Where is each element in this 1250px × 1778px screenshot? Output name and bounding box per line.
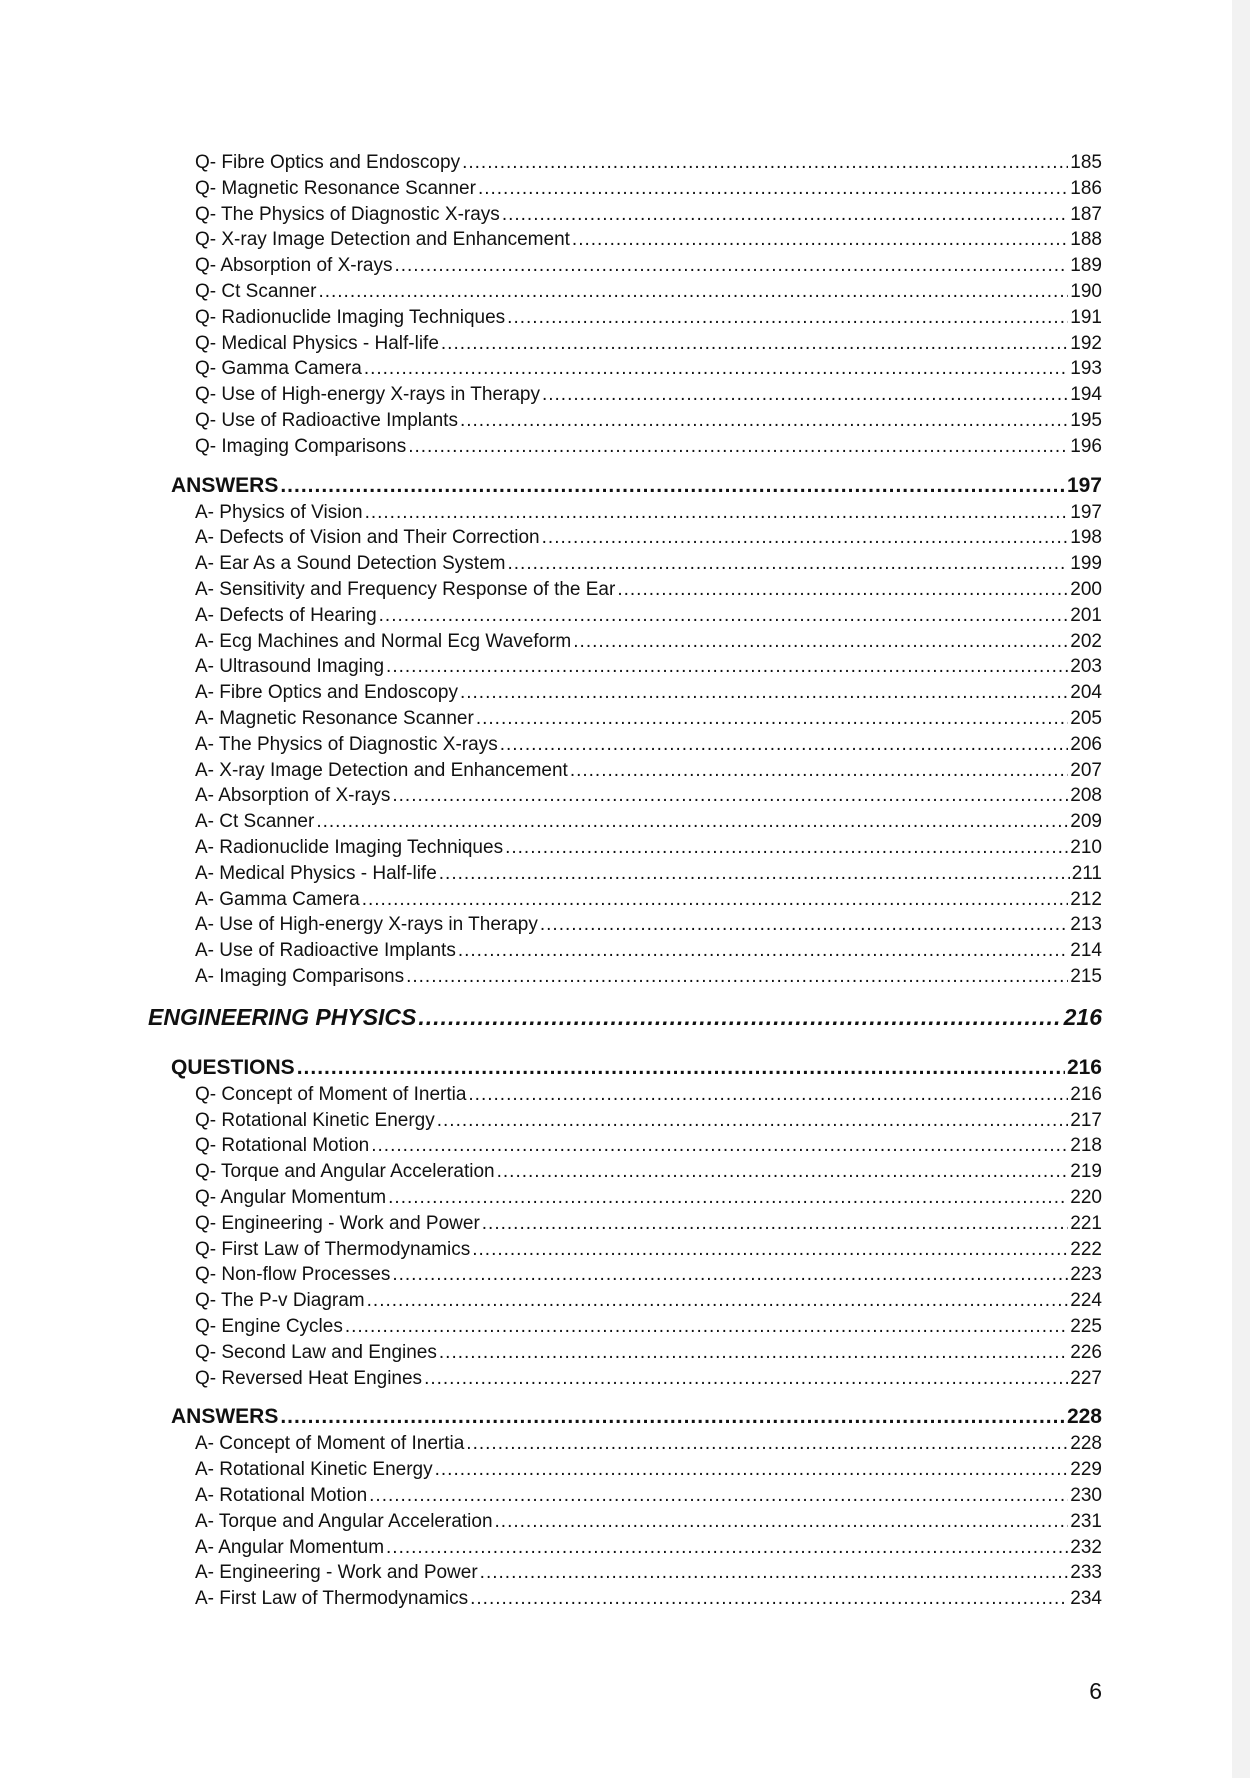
toc-entry-title: Q- Magnetic Resonance Scanner (195, 178, 476, 199)
toc-entry-title: Q- Second Law and Engines (195, 1342, 437, 1363)
dot-leader (318, 281, 1068, 303)
toc-entry[interactable] (195, 333, 1102, 359)
dot-leader (386, 1537, 1068, 1559)
dot-leader (345, 1316, 1068, 1338)
toc-entry-page: 191 (1070, 307, 1102, 328)
toc-entry-title: A- Radionuclide Imaging Techniques (195, 837, 504, 858)
toc-entry[interactable] (195, 1110, 1102, 1136)
dot-leader (572, 229, 1068, 251)
toc-entry[interactable] (195, 152, 1102, 178)
toc-entry-page: 216 (1066, 1056, 1102, 1079)
dot-leader (617, 579, 1068, 601)
dot-leader (495, 1511, 1069, 1533)
toc-entry-title: Q- Medical Physics - Half-life (195, 333, 439, 354)
toc-entry-title: A- Gamma Camera (195, 889, 360, 910)
dot-leader (408, 436, 1068, 458)
dot-leader (470, 1588, 1068, 1610)
toc-entry[interactable] (195, 889, 1102, 915)
toc-entry-title: Q- The P-v Diagram (195, 1290, 365, 1311)
toc-entry-page: 185 (1070, 152, 1102, 173)
dot-leader (386, 656, 1068, 678)
toc-chapter[interactable] (148, 1004, 1102, 1034)
dot-leader (497, 1161, 1069, 1183)
toc-entry[interactable] (195, 229, 1102, 255)
dot-leader (540, 914, 1068, 936)
toc-entry[interactable] (195, 785, 1102, 811)
toc-entry-page: 194 (1070, 384, 1102, 405)
toc-entry-title: A- Rotational Motion (195, 1485, 368, 1506)
toc-entry-title: A- Defects of Vision and Their Correction (195, 527, 540, 548)
toc-entry-title: A- First Law of Thermodynamics (195, 1588, 469, 1609)
toc-entry-page: 204 (1070, 682, 1102, 703)
toc-entry-title: A- Imaging Comparisons (195, 966, 405, 987)
toc-entry[interactable] (195, 384, 1102, 410)
toc-entry-title: A- Ct Scanner (195, 811, 315, 832)
toc-entry[interactable] (195, 527, 1102, 553)
toc-entry-title: A- Absorption of X-rays (195, 785, 391, 806)
toc-entry-title: A- Concept of Moment of Inertia (195, 1433, 465, 1454)
toc-entry-page: 197 (1066, 474, 1102, 497)
toc-entry[interactable] (195, 1264, 1102, 1290)
toc-entry-title: Q- Use of Radioactive Implants (195, 410, 458, 431)
toc-entry[interactable] (195, 255, 1102, 281)
toc-entry-page: 212 (1070, 889, 1102, 910)
toc-entry-page: 192 (1070, 333, 1102, 354)
toc-entry-page: 222 (1070, 1239, 1102, 1260)
dot-leader (570, 760, 1068, 782)
dot-leader (371, 1135, 1068, 1157)
toc-entry[interactable] (195, 966, 1102, 992)
toc-entry[interactable] (195, 1135, 1102, 1161)
toc-entry-title: A- Use of Radioactive Implants (195, 940, 456, 961)
toc-entry-page: 187 (1070, 204, 1102, 225)
toc-entry-page: 201 (1070, 605, 1102, 626)
toc-entry-page: 186 (1070, 178, 1102, 199)
toc-entry-page: 215 (1070, 966, 1102, 987)
toc-entry-title: ENGINEERING PHYSICS (148, 1004, 417, 1030)
toc-entry-page: 199 (1070, 553, 1102, 574)
toc-entry-page: 227 (1070, 1368, 1102, 1389)
toc-entry-page: 228 (1070, 1433, 1102, 1454)
toc-entry-page: 195 (1070, 410, 1102, 431)
toc-entry-page: 205 (1070, 708, 1102, 729)
toc-entry-title: A- Magnetic Resonance Scanner (195, 708, 474, 729)
toc-entry-title: A- Use of High-energy X-rays in Therapy (195, 914, 538, 935)
toc-entry-title: Q- The Physics of Diagnostic X-rays (195, 204, 500, 225)
toc-entry-page: 196 (1070, 436, 1102, 457)
toc-entry-page: 203 (1070, 656, 1102, 677)
dot-leader (542, 527, 1069, 549)
toc-entry-title: A- Medical Physics - Half-life (195, 863, 437, 884)
dot-leader (500, 734, 1069, 756)
toc-entry[interactable] (195, 410, 1102, 436)
toc-entry-page: 193 (1070, 358, 1102, 379)
dot-leader (388, 1187, 1068, 1209)
toc-entry-page: 190 (1070, 281, 1102, 302)
toc-entry-page: 218 (1070, 1135, 1102, 1156)
toc-entry-page: 200 (1070, 579, 1102, 600)
dot-leader (364, 358, 1068, 380)
toc-entry-page: 210 (1070, 837, 1102, 858)
toc-entry[interactable] (195, 1187, 1102, 1213)
dot-leader (478, 178, 1068, 200)
toc-entry[interactable] (195, 1537, 1102, 1563)
toc-entry[interactable] (195, 1161, 1102, 1187)
toc-entry[interactable] (195, 307, 1102, 333)
toc-entry[interactable] (195, 1433, 1102, 1459)
toc-entry-title: A- Sensitivity and Frequency Response of the Ear (195, 579, 616, 600)
dot-leader (502, 204, 1068, 226)
toc-entry-page: 207 (1070, 760, 1102, 781)
dot-leader (472, 1239, 1068, 1261)
dot-leader (482, 1213, 1069, 1235)
toc-entry-title: A- Angular Momentum (195, 1537, 385, 1558)
dot-leader (424, 1368, 1068, 1390)
toc-entry-page: 209 (1070, 811, 1102, 832)
toc-entry-page: 208 (1070, 785, 1102, 806)
dot-leader (367, 1290, 1069, 1312)
toc-entry-title: A- Torque and Angular Acceleration (195, 1511, 493, 1532)
toc-entry[interactable] (195, 631, 1102, 657)
dot-leader (505, 837, 1068, 859)
dot-leader (362, 889, 1069, 911)
toc-entry-page: 214 (1070, 940, 1102, 961)
toc-entry[interactable] (195, 1084, 1102, 1110)
toc-entry-page: 220 (1070, 1187, 1102, 1208)
toc-entry[interactable] (195, 502, 1102, 528)
toc-entry[interactable] (195, 682, 1102, 708)
toc-entry-title: Q- Rotational Motion (195, 1135, 370, 1156)
toc-entry-title: Q- Rotational Kinetic Energy (195, 1110, 435, 1131)
toc-entry[interactable] (195, 760, 1102, 786)
toc-entry-title: A- Fibre Optics and Endoscopy (195, 682, 458, 703)
toc-entry-title: Q- Absorption of X-rays (195, 255, 393, 276)
page-number: 6 (1089, 1678, 1102, 1704)
toc-entry-page: 230 (1070, 1485, 1102, 1506)
toc-entry[interactable] (195, 553, 1102, 579)
dot-leader (480, 1562, 1069, 1584)
toc-entry[interactable] (195, 1290, 1102, 1316)
dot-leader (466, 1433, 1068, 1455)
dot-leader (365, 502, 1069, 524)
toc-entry[interactable] (195, 605, 1102, 631)
dot-leader (394, 255, 1068, 277)
toc-entry-page: 213 (1070, 914, 1102, 935)
dot-leader (573, 631, 1068, 653)
toc-entry-title: A- Ultrasound Imaging (195, 656, 385, 677)
toc-entry-page: 188 (1070, 229, 1102, 250)
toc-entry-title: Q- Fibre Optics and Endoscopy (195, 152, 461, 173)
toc-entry-page: 226 (1070, 1342, 1102, 1363)
toc-entry-title: ANSWERS (171, 1405, 279, 1428)
toc-entry-page: 206 (1070, 734, 1102, 755)
dot-leader (507, 307, 1068, 329)
toc-entry-page: 216 (1063, 1004, 1102, 1030)
dot-leader (379, 605, 1069, 627)
toc-entry[interactable] (195, 178, 1102, 204)
toc-entry-page: 232 (1070, 1537, 1102, 1558)
toc-entry-page: 224 (1070, 1290, 1102, 1311)
toc-entry-title: A- Ecg Machines and Normal Ecg Waveform (195, 631, 572, 652)
dot-leader (462, 152, 1068, 174)
dot-leader (316, 811, 1068, 833)
toc-entry-title: QUESTIONS (171, 1056, 295, 1079)
toc-entry[interactable] (195, 863, 1102, 889)
toc-entry-title: A- The Physics of Diagnostic X-rays (195, 734, 498, 755)
toc-entry[interactable] (195, 1459, 1102, 1485)
toc-entry-title: A- Ear As a Sound Detection System (195, 553, 506, 574)
dot-leader (280, 474, 1065, 498)
dot-leader (406, 966, 1068, 988)
toc-entry-page: 189 (1070, 255, 1102, 276)
dot-leader (460, 410, 1068, 432)
toc-entry-page: 233 (1070, 1562, 1102, 1583)
toc-entry[interactable] (195, 656, 1102, 682)
toc-entry-page: 229 (1070, 1459, 1102, 1480)
dot-leader (441, 333, 1068, 355)
dot-leader (468, 1084, 1068, 1106)
scrollbar[interactable] (1232, 0, 1250, 1778)
dot-leader (435, 1459, 1069, 1481)
toc-entry-title: Q- Gamma Camera (195, 358, 362, 379)
dot-leader (418, 1004, 1061, 1031)
toc-entry-title: A- Physics of Vision (195, 502, 363, 523)
toc-entry[interactable] (195, 1316, 1102, 1342)
toc-entry-title: Q- First Law of Thermodynamics (195, 1239, 471, 1260)
toc-entry[interactable] (195, 811, 1102, 837)
toc-entry[interactable] (195, 1562, 1102, 1588)
toc-section-heading[interactable] (171, 474, 1102, 502)
toc-entry[interactable] (195, 734, 1102, 760)
toc-entry-title: Q- Engineering - Work and Power (195, 1213, 480, 1234)
dot-leader (297, 1056, 1065, 1080)
toc-entry-page: 234 (1070, 1588, 1102, 1609)
toc-section-heading[interactable] (171, 1056, 1102, 1084)
toc-entry-page: 221 (1070, 1213, 1102, 1234)
dot-leader (392, 785, 1068, 807)
toc-entry[interactable] (195, 358, 1102, 384)
toc-entry-title: Q- Ct Scanner (195, 281, 317, 302)
toc-entry-title: A- Rotational Kinetic Energy (195, 1459, 433, 1480)
toc-entry-title: Q- Non-flow Processes (195, 1264, 391, 1285)
toc-entry-title: Q- Engine Cycles (195, 1316, 343, 1337)
toc-entry-title: Q- Imaging Comparisons (195, 436, 407, 457)
toc-entry-page: 216 (1070, 1084, 1102, 1105)
dot-leader (439, 1342, 1068, 1364)
toc-entry[interactable] (195, 1511, 1102, 1537)
toc-entry-title: Q- Radionuclide Imaging Techniques (195, 307, 506, 328)
toc-entry[interactable] (195, 1342, 1102, 1368)
toc-entry[interactable] (195, 1239, 1102, 1265)
toc-entry[interactable] (195, 1588, 1102, 1614)
toc-section-heading[interactable] (171, 1405, 1102, 1433)
toc-entry-title: Q- Torque and Angular Acceleration (195, 1161, 495, 1182)
dot-leader (458, 940, 1068, 962)
toc-entry[interactable] (195, 837, 1102, 863)
dot-leader (280, 1405, 1065, 1429)
toc-entry-title: Q- Angular Momentum (195, 1187, 387, 1208)
dot-leader (542, 384, 1068, 406)
dot-leader (392, 1264, 1068, 1286)
toc-entry[interactable] (195, 1368, 1102, 1394)
toc-entry-title: Q- Reversed Heat Engines (195, 1368, 423, 1389)
toc-entry-title: A- X-ray Image Detection and Enhancement (195, 760, 568, 781)
toc-entry-page: 198 (1070, 527, 1102, 548)
toc-entry[interactable] (195, 940, 1102, 966)
dot-leader (460, 682, 1068, 704)
toc-entry-title: ANSWERS (171, 474, 279, 497)
toc-entry[interactable] (195, 1485, 1102, 1511)
dot-leader (439, 863, 1070, 885)
toc-entry[interactable] (195, 914, 1102, 940)
toc-entry[interactable] (195, 204, 1102, 230)
toc-entry-page: 217 (1070, 1110, 1102, 1131)
toc-entry[interactable] (195, 708, 1102, 734)
dot-leader (437, 1110, 1069, 1132)
toc-entry-title: Q- Use of High-energy X-rays in Therapy (195, 384, 540, 405)
toc-entry-title: Q- X-ray Image Detection and Enhancement (195, 229, 570, 250)
dot-leader (508, 553, 1069, 575)
dot-leader (369, 1485, 1068, 1507)
toc-entry-page: 225 (1070, 1316, 1102, 1337)
toc-entry-page: 223 (1070, 1264, 1102, 1285)
toc-entry-page: 211 (1071, 863, 1102, 884)
toc-entry-page: 219 (1070, 1161, 1102, 1182)
toc-entry[interactable] (195, 281, 1102, 307)
toc-entry[interactable] (195, 579, 1102, 605)
toc-entry-page: 197 (1070, 502, 1102, 523)
toc-entry-page: 228 (1066, 1405, 1102, 1428)
toc-entry-title: A- Engineering - Work and Power (195, 1562, 478, 1583)
toc-entry[interactable] (195, 1213, 1102, 1239)
toc-entry[interactable] (195, 436, 1102, 462)
toc-entry-page: 202 (1070, 631, 1102, 652)
toc-entry-title: Q- Concept of Moment of Inertia (195, 1084, 467, 1105)
toc-entry-title: A- Defects of Hearing (195, 605, 377, 626)
dot-leader (476, 708, 1068, 730)
toc-entry-page: 231 (1070, 1511, 1102, 1532)
